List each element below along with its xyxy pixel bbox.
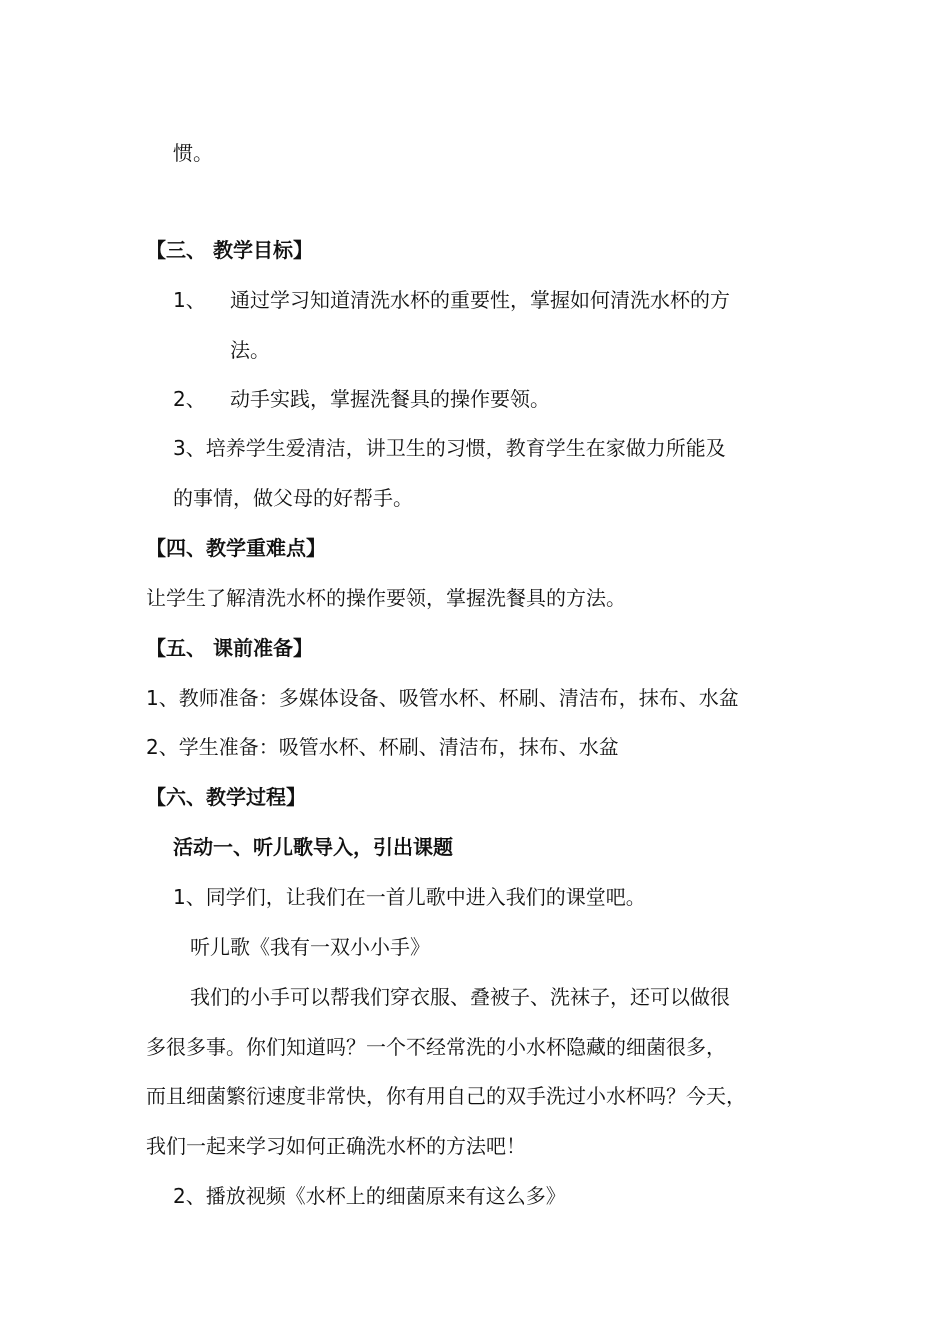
section-heading-key-points: 【四、教学重难点】 <box>146 536 326 560</box>
activity-title: 活动一、听儿歌导入，引出课题 <box>173 835 453 859</box>
section-heading-process: 【六、教学过程】 <box>146 785 306 809</box>
section-heading-preparation: 【五、 课前准备】 <box>146 636 313 660</box>
paragraph-line-3: 而且细菌繁衍速度非常快，你有用自己的双手洗过小水杯吗？今天， <box>146 1084 746 1108</box>
goal-1-number: 1、 <box>173 288 206 312</box>
goal-1-text-cont: 法。 <box>230 338 270 362</box>
key-points-text: 让学生了解清洗水杯的操作要领，掌握洗餐具的方法。 <box>146 586 626 610</box>
song-title: 听儿歌《我有一双小小手》 <box>190 935 430 959</box>
goal-3-text-cont: 的事情，做父母的好帮手。 <box>173 486 413 510</box>
paragraph-line-2: 多很多事。你们知道吗？一个不经常洗的小水杯隐藏的细菌很多， <box>146 1035 726 1059</box>
process-step-2: 2、播放视频《水杯上的细菌原来有这么多》 <box>173 1184 566 1208</box>
goal-2-text: 动手实践，掌握洗餐具的操作要领。 <box>230 387 550 411</box>
paragraph-line-1: 我们的小手可以帮我们穿衣服、叠被子、洗袜子，还可以做很 <box>190 985 730 1009</box>
continued-text: 惯。 <box>173 141 213 165</box>
paragraph-line-4: 我们一起来学习如何正确洗水杯的方法吧！ <box>146 1134 526 1158</box>
preparation-item-student: 2、学生准备：吸管水杯、杯刷、清洁布，抹布、水盆 <box>146 735 619 759</box>
goal-1-text: 通过学习知道清洗水杯的重要性，掌握如何清洗水杯的方 <box>230 288 730 312</box>
section-heading-goals: 【三、 教学目标】 <box>146 238 313 262</box>
goal-3-text: 3、培养学生爱清洁，讲卫生的习惯，教育学生在家做力所能及 <box>173 436 726 460</box>
preparation-item-teacher: 1、教师准备：多媒体设备、吸管水杯、杯刷、清洁布，抹布、水盆 <box>146 686 739 710</box>
process-step-1: 1、同学们，让我们在一首儿歌中进入我们的课堂吧。 <box>173 885 646 909</box>
goal-2-number: 2、 <box>173 387 206 411</box>
